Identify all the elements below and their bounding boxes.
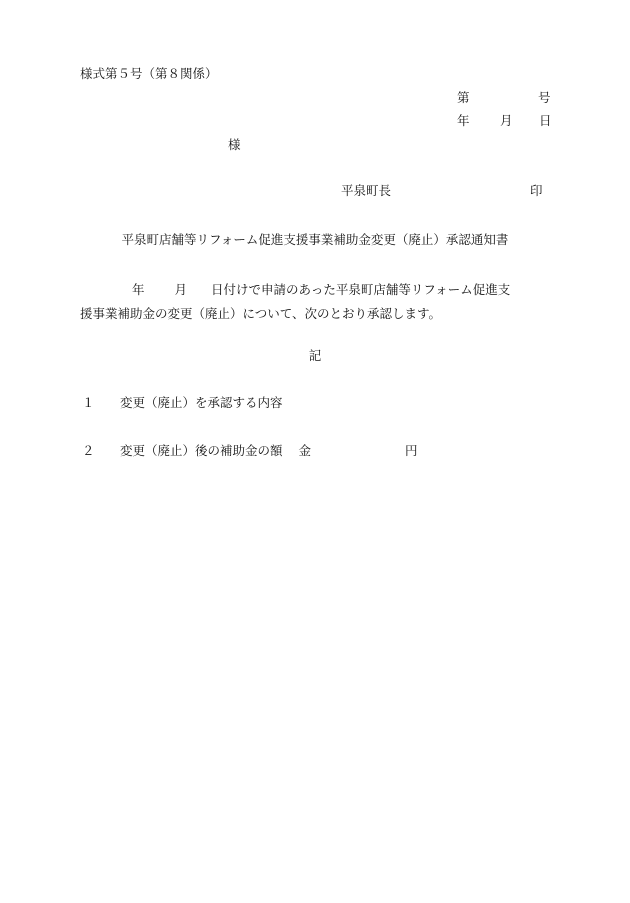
issuer-name: 平泉町長	[341, 183, 392, 198]
list-item	[80, 445, 418, 458]
document-number-prefix: 第	[457, 90, 470, 105]
date-month-label: 月	[500, 113, 513, 128]
item-number: １	[82, 395, 95, 410]
body-line-2	[80, 302, 552, 326]
item-label: 変更（廃止）を承認する内容	[120, 395, 283, 410]
date-year-label: 年	[457, 113, 470, 128]
body-paragraph	[80, 278, 552, 326]
document-number-suffix: 号	[538, 90, 551, 105]
date-day-label: 日	[539, 113, 552, 128]
body-line-1-text: 日付けで申請のあった平泉町店舗等リフォーム促進支	[211, 282, 511, 297]
form-number: 様式第５号（第８関係）	[80, 66, 218, 81]
seal-mark: 印	[530, 183, 543, 198]
body-line-2-text: 援事業補助金の変更（廃止）について、次のとおり承認します。	[80, 306, 442, 321]
ki-heading: 記	[308, 348, 322, 363]
list-item	[80, 397, 283, 410]
body-line-1	[80, 278, 552, 302]
document-title: 平泉町店舗等リフォーム促進支援事業補助金変更（廃止）承認通知書	[121, 232, 509, 247]
body-year-label: 年	[132, 282, 145, 297]
item-number: ２	[82, 443, 95, 458]
item-label: 変更（廃止）後の補助金の額	[120, 443, 283, 458]
addressee-suffix: 様	[228, 137, 241, 152]
body-month-label: 月	[174, 282, 188, 297]
amount-prefix: 金	[298, 443, 312, 458]
amount-unit: 円	[405, 443, 418, 458]
